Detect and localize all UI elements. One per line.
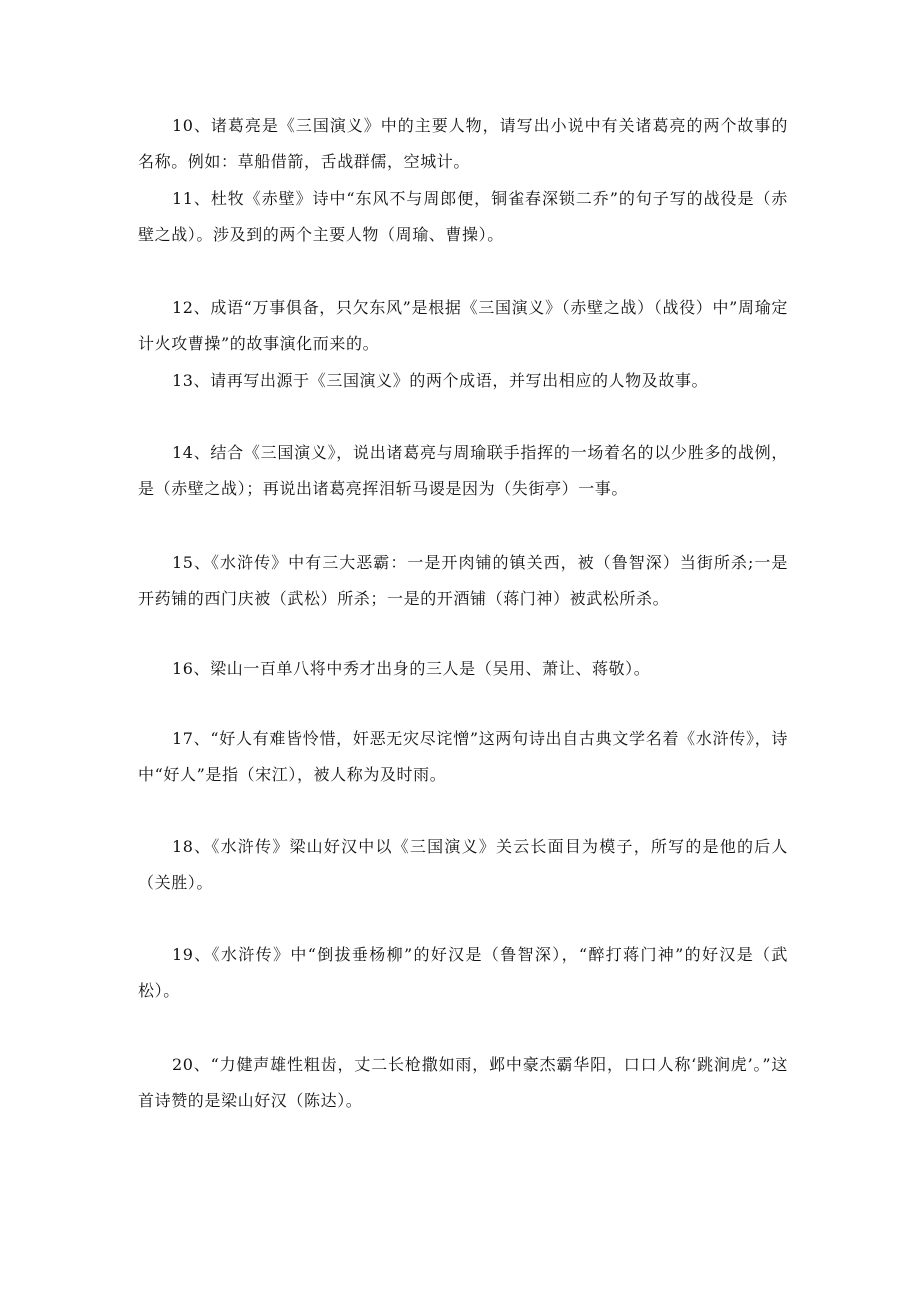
question-12: 12、成语“万事俱备，只欠东风”是根据《三国演义》（赤壁之战）（战役）中”周瑜定计火攻曹操”的故事演化而来的。 xyxy=(138,298,788,353)
question-17: 17、“好人有难皆怜惜，奸恶无灾尽诧憎”这两句诗出自古典文学名着《水浒传》，诗中“好人”是指（宋江），被人称为及时雨。 xyxy=(138,729,788,784)
question-18: 18、《水浒传》梁山好汉中以《三国演义》关云长面目为模子，所写的是他的后人（关胜）。 xyxy=(138,837,788,892)
question-16: 16、梁山一百单八将中秀才出身的三人是（吴用、萧让、蒋敬）。 xyxy=(172,659,651,678)
question-20: 20、“力健声雄性粗齿，丈二长枪撒如雨，邺中豪杰霸华阳，口口人称‘跳涧虎’。”这首诗赞的是梁山好汉（陈达）。 xyxy=(138,1055,788,1110)
question-11: 11、杜牧《赤壁》诗中“东风不与周郎便，铜雀春深锁二乔”的句子写的战役是（赤壁之战）。涉及到的两个主要人物（周瑜、曹操）。 xyxy=(138,189,788,244)
question-14: 14、结合《三国演义》，说出诸葛亮与周瑜联手指挥的一场着名的以少胜多的战例，是（赤壁之战）；再说出诸葛亮挥泪斩马谡是因为（失街亭）一事。 xyxy=(138,443,788,498)
question-10: 10、诸葛亮是《三国演义》中的主要人物，请写出小说中有关诸葛亮的两个故事的名称。例如：草船借箭，舌战群儒，空城计。 xyxy=(138,116,788,171)
question-15: 15、《水浒传》中有三大恶霸：一是开肉铺的镇关西，被（鲁智深）当街所杀;一是开药铺的西门庆被（武松）所杀；一是的开酒铺（蒋门神）被武松所杀。 xyxy=(138,553,788,608)
question-13: 13、请再写出源于《三国演义》的两个成语，并写出相应的人物及故事。 xyxy=(172,371,709,390)
question-19: 19、《水浒传》中“倒拔垂杨柳”的好汉是（鲁智深），“醉打蒋门神”的好汉是（武松）。 xyxy=(138,945,788,1000)
